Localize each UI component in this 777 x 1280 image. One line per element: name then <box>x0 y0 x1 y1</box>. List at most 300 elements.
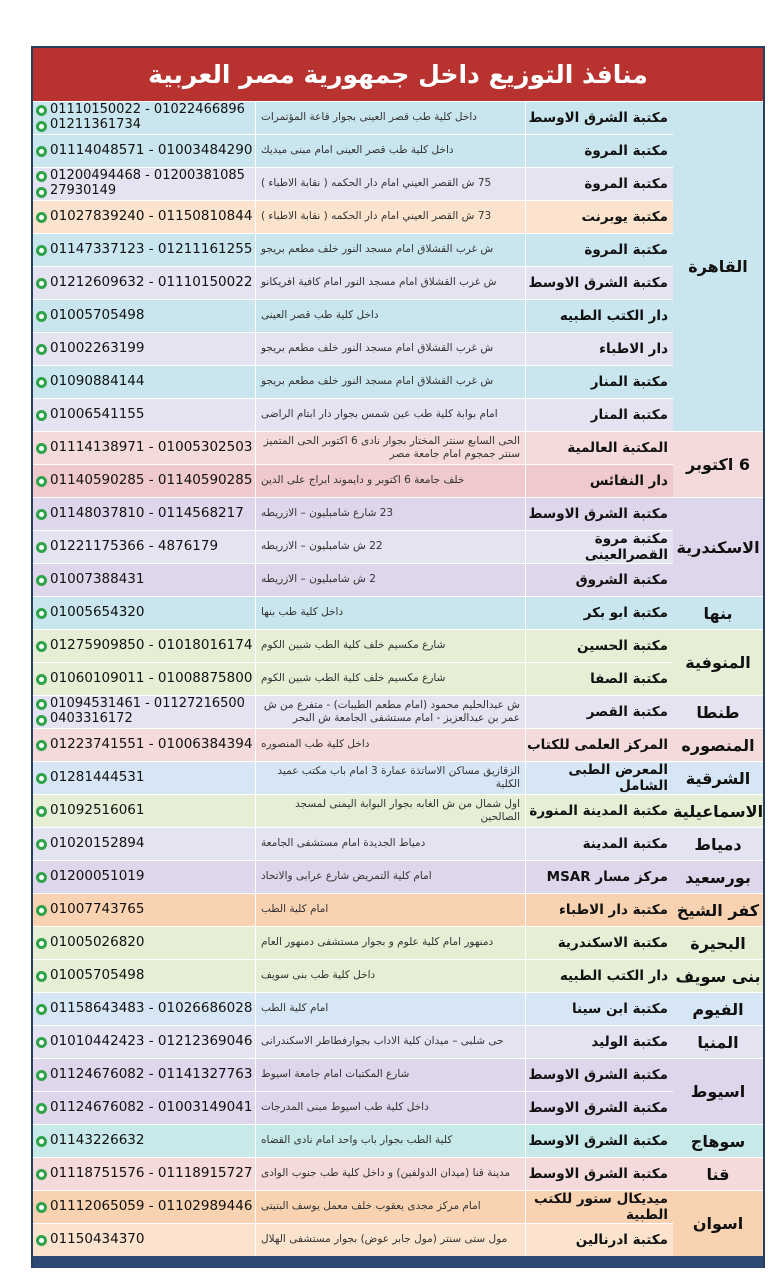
phone-cell <box>33 168 255 200</box>
phone-number[interactable]: 01200494468 - 01200381085 <box>50 168 245 184</box>
table-row <box>33 1124 763 1157</box>
whatsapp-icon <box>36 1136 47 1147</box>
whatsapp-icons <box>36 1070 47 1081</box>
library-name: مكتبة الشرق الاوسط <box>528 110 668 126</box>
library-name: مكتبة الشرق الاوسط <box>528 1067 668 1083</box>
whatsapp-icons <box>36 575 47 586</box>
phone-number[interactable]: 01092516061 <box>50 802 145 819</box>
address-cell <box>255 498 525 530</box>
library-name: المركز العلمى للكتاب <box>527 737 668 753</box>
library-cell <box>525 1158 675 1190</box>
table-row <box>33 629 763 662</box>
city-name: الاسكندرية <box>676 537 760 557</box>
phone-number[interactable]: 01005654320 <box>50 604 145 621</box>
library-name: مركز مسار MSAR <box>546 869 668 885</box>
phone-numbers <box>50 935 144 951</box>
whatsapp-icon <box>36 641 47 652</box>
address-text: الزقازيق مساكن الاساتذة عمارة 3 امام باب مكتب عميد الكلية <box>277 764 520 790</box>
library-name: مكتبة المروة <box>584 176 668 192</box>
distribution-sheet <box>31 46 765 1268</box>
address-text: خلف جامعة 6 اكتوبر و دايموند ابراج على الدين <box>261 474 465 487</box>
address-cell <box>255 597 525 629</box>
city-cell <box>673 695 763 728</box>
table-row <box>33 662 763 695</box>
library-name: مكتبة المروة <box>584 143 668 159</box>
table-row <box>33 1190 763 1223</box>
whatsapp-icons <box>36 699 47 726</box>
address-text: امام مركز مجدى يعقوب خلف معمل يوسف البتيتى <box>261 1200 481 1213</box>
city-cell <box>673 992 763 1025</box>
address-cell <box>255 366 525 398</box>
whatsapp-icons <box>36 245 47 256</box>
phone-number[interactable]: 01221175366 - 4876179 <box>50 538 219 555</box>
phone-number[interactable]: 01212609632 - 01110150022 <box>50 274 253 291</box>
phone-numbers <box>50 770 144 786</box>
phone-number[interactable]: 01200051019 <box>50 868 145 885</box>
whatsapp-icons <box>36 410 47 421</box>
phone-number[interactable]: 01148037810 - 0114568217 <box>50 505 244 522</box>
phone-number[interactable]: 01124676082 - 01003149041 <box>50 1099 253 1116</box>
whatsapp-icons <box>36 773 47 784</box>
whatsapp-icons <box>36 839 47 850</box>
library-cell <box>525 729 675 761</box>
whatsapp-icon <box>36 1169 47 1180</box>
address-text: داخل كلية طب بنى سويف <box>261 969 376 982</box>
phone-cell <box>33 333 255 365</box>
bottom-bar <box>31 1256 765 1268</box>
address-text: ش غرب القشلاق امام مسجد النور خلف مطعم بريجو <box>261 243 494 256</box>
whatsapp-icon <box>36 212 47 223</box>
city-cell <box>673 629 763 695</box>
city-cell <box>673 959 763 992</box>
city-cell <box>673 1157 763 1190</box>
table-row <box>33 365 763 398</box>
city-name: المنيا <box>697 1032 739 1052</box>
address-text: 23 شارع شامبليون – الازريطه <box>261 507 394 520</box>
address-text: امام كلية الطب <box>261 1002 329 1015</box>
table-row <box>33 1058 763 1091</box>
phone-numbers <box>50 308 144 324</box>
table-row <box>33 959 763 992</box>
address-text: 22 ش شامبليون – الازريطه <box>261 540 383 553</box>
table-row <box>33 926 763 959</box>
whatsapp-icons <box>36 971 47 982</box>
city-name: بنى سويف <box>675 966 761 986</box>
phone-numbers <box>50 1067 252 1083</box>
phone-numbers <box>50 539 218 555</box>
library-name: مكتبة الشرق الاوسط <box>528 275 668 291</box>
address-text: 73 ش القصر العيني امام دار الحكمه ( نقابة الاطباء ) <box>261 210 492 223</box>
phone-cell <box>33 960 255 992</box>
phone-cell <box>33 201 255 233</box>
whatsapp-icons <box>36 105 47 132</box>
phone-number[interactable]: 01007743765 <box>50 901 145 918</box>
address-cell <box>255 861 525 893</box>
address-cell <box>255 762 525 794</box>
phone-numbers <box>50 374 144 390</box>
city-cell <box>673 1190 763 1256</box>
phone-cell <box>33 663 255 695</box>
library-cell <box>525 234 675 266</box>
library-name: مكتبة الوليد <box>591 1034 668 1050</box>
whatsapp-icon <box>36 105 47 116</box>
table-row <box>33 596 763 629</box>
address-text: اول شمال من ش الغابه بجوار البوابة اليمنى لمسجد الصالحين <box>295 797 520 823</box>
address-text: داخل كلية طب قصر العينى بجوار قاعة المؤتمرات <box>261 111 477 124</box>
library-name: مكتبة الشرق الاوسط <box>528 1166 668 1182</box>
address-cell <box>255 927 525 959</box>
whatsapp-icon <box>36 1037 47 1048</box>
phone-number[interactable]: 01223741551 - 01006384394 <box>50 736 253 753</box>
library-name: المعرض الطبى الشامل <box>568 762 668 794</box>
whatsapp-icon <box>36 171 47 182</box>
library-cell <box>525 828 675 860</box>
library-name: مكتبة ابن سينا <box>571 1001 668 1017</box>
address-text: الحى السابع سنتر المختار بجوار نادى 6 اكتوبر الحى المتميز سنتر جمجوم امام جامعة مصر <box>263 434 520 460</box>
library-cell <box>525 1224 675 1256</box>
address-cell <box>255 894 525 926</box>
phone-numbers <box>50 1232 144 1248</box>
phone-number[interactable]: 01094531461 - 01127216500 <box>50 696 245 712</box>
library-name: مكتبة دار الاطباء <box>558 902 668 918</box>
library-cell <box>525 564 675 596</box>
library-cell <box>525 894 675 926</box>
address-cell <box>255 1059 525 1091</box>
city-cell <box>673 1058 763 1124</box>
whatsapp-icons <box>36 146 47 157</box>
address-cell <box>255 993 525 1025</box>
table-row <box>33 266 763 299</box>
address-cell <box>255 1092 525 1124</box>
phone-number[interactable]: 01110150022 - 01022466896 <box>50 102 245 118</box>
address-cell <box>255 1125 525 1157</box>
phone-number[interactable]: 0403316172 <box>50 711 133 726</box>
library-name: مكتبة ادرنالين <box>575 1232 668 1248</box>
phone-numbers <box>50 209 252 225</box>
phone-number[interactable]: 01112065059 - 01102989446 <box>50 1198 253 1215</box>
city-name: اسوان <box>692 1214 744 1233</box>
address-cell <box>255 102 525 134</box>
table-row <box>33 728 763 761</box>
city-name: المنوفية <box>685 653 751 672</box>
phone-number[interactable]: 01211361734 <box>50 117 141 132</box>
phone-number[interactable]: 01020152894 <box>50 835 145 852</box>
whatsapp-icon <box>36 344 47 355</box>
whatsapp-icons <box>36 641 47 652</box>
phone-number[interactable]: 01060109011 - 01008875800 <box>50 670 253 687</box>
whatsapp-icons <box>36 1169 47 1180</box>
table-row <box>33 200 763 233</box>
whatsapp-icons <box>36 542 47 553</box>
library-cell <box>525 927 675 959</box>
whatsapp-icon <box>36 245 47 256</box>
whatsapp-icon <box>36 476 47 487</box>
phone-numbers <box>50 605 144 621</box>
table-row <box>33 299 763 332</box>
address-cell <box>255 630 525 662</box>
city-cell <box>673 926 763 959</box>
library-cell <box>525 993 675 1025</box>
library-cell <box>525 1026 675 1058</box>
library-cell <box>525 795 675 827</box>
city-name: قنا <box>706 1164 730 1184</box>
phone-cell <box>33 1059 255 1091</box>
whatsapp-icon <box>36 905 47 916</box>
whatsapp-icons <box>36 171 47 198</box>
table-row <box>33 530 763 563</box>
whatsapp-icons <box>36 344 47 355</box>
city-cell <box>673 596 763 629</box>
city-name: بنها <box>703 603 733 623</box>
whatsapp-icons <box>36 806 47 817</box>
table-row <box>33 1223 763 1256</box>
whatsapp-icons <box>36 1103 47 1114</box>
whatsapp-icon <box>36 1202 47 1213</box>
library-name: مكتبة الصفا <box>590 671 668 687</box>
address-cell <box>255 1191 525 1223</box>
whatsapp-icon <box>36 1004 47 1015</box>
address-cell <box>255 663 525 695</box>
phone-cell <box>33 1158 255 1190</box>
phone-cell <box>33 399 255 431</box>
whatsapp-icons <box>36 905 47 916</box>
address-cell <box>255 795 525 827</box>
library-cell <box>525 432 675 464</box>
table-row <box>33 167 763 200</box>
phone-numbers <box>50 103 245 133</box>
library-cell <box>525 168 675 200</box>
phone-number[interactable]: 01140590285 - 01140590285 <box>50 472 253 489</box>
table-row <box>33 497 763 530</box>
title-bar <box>31 46 765 101</box>
phone-numbers <box>50 638 252 654</box>
table-row <box>33 695 763 728</box>
phone-cell <box>33 267 255 299</box>
city-name: الفيوم <box>692 999 744 1019</box>
table-row <box>33 134 763 167</box>
city-cell <box>673 497 763 596</box>
address-text: كلية الطب بجوار باب واحد امام نادى القضاه <box>261 1134 453 1147</box>
phone-cell <box>33 993 255 1025</box>
address-cell <box>255 168 525 200</box>
table-row <box>33 1157 763 1190</box>
city-cell <box>673 794 763 827</box>
phone-cell <box>33 366 255 398</box>
phone-cell <box>33 630 255 662</box>
phone-numbers <box>50 341 144 357</box>
phone-number[interactable]: 01158643483 - 01026686028 <box>50 1000 253 1017</box>
whatsapp-icon <box>36 1235 47 1246</box>
phone-number[interactable]: 01124676082 - 01141327763 <box>50 1066 253 1083</box>
phone-number[interactable]: 01114048571 - 01003484290 <box>50 142 253 159</box>
phone-number[interactable]: 01027839240 - 01150810844 <box>50 208 253 225</box>
phone-numbers <box>50 737 252 753</box>
phone-number[interactable]: 01006541155 <box>50 406 145 423</box>
library-cell <box>525 300 675 332</box>
whatsapp-icon <box>36 1103 47 1114</box>
whatsapp-icon <box>36 509 47 520</box>
whatsapp-icons <box>36 1004 47 1015</box>
whatsapp-icons <box>36 608 47 619</box>
city-cell <box>673 431 763 497</box>
whatsapp-icon <box>36 542 47 553</box>
phone-numbers <box>50 1199 252 1215</box>
phone-number[interactable]: 01275909850 - 01018016174 <box>50 637 253 654</box>
address-text: ش غرب القشلاق امام مسجد النور امام كافية افريكانو <box>261 276 497 289</box>
address-text: 75 ش القصر العيني امام دار الحكمه ( نقابة الاطباء ) <box>261 177 492 190</box>
phone-number[interactable]: 01005705498 <box>50 967 145 984</box>
phone-number[interactable]: 01114138971 - 01005302503 <box>50 439 253 456</box>
library-cell <box>525 696 675 728</box>
phone-numbers <box>50 440 252 456</box>
whatsapp-icons <box>36 212 47 223</box>
whatsapp-icon <box>36 971 47 982</box>
phone-number[interactable]: 01005705498 <box>50 307 145 324</box>
phone-number[interactable]: 01002263199 <box>50 340 145 357</box>
address-cell <box>255 333 525 365</box>
library-cell <box>525 267 675 299</box>
whatsapp-icons <box>36 674 47 685</box>
whatsapp-icons <box>36 740 47 751</box>
library-name: مكتبة المروة <box>584 242 668 258</box>
library-name: مكتبة المنار <box>590 407 668 423</box>
phone-numbers <box>50 1166 252 1182</box>
phone-numbers <box>50 473 252 489</box>
library-cell <box>525 366 675 398</box>
whatsapp-icons <box>36 1235 47 1246</box>
library-name: مكتبة يوبرنت <box>581 209 668 225</box>
address-cell <box>255 399 525 431</box>
address-text: ش عبدالحليم محمود (امام مطعم الطيبات) - متفرع من ش عمر بن عبدالعزيز - امام مستشفى الجامعة ش البحر <box>263 698 520 724</box>
phone-cell <box>33 729 255 761</box>
phone-numbers <box>50 572 144 588</box>
address-cell <box>255 201 525 233</box>
library-name: مكتبة المنار <box>590 374 668 390</box>
address-text: شارع مكسيم خلف كلية الطب شبين الكوم <box>261 639 446 652</box>
address-cell <box>255 828 525 860</box>
phone-number[interactable]: 01143226632 <box>50 1132 145 1149</box>
phone-number[interactable]: 01005026820 <box>50 934 145 951</box>
phone-numbers <box>50 836 144 852</box>
phone-numbers <box>50 1001 252 1017</box>
phone-cell <box>33 102 255 134</box>
library-name: مكتبة المدينة المنورة <box>529 803 668 819</box>
whatsapp-icon <box>36 715 47 726</box>
whatsapp-icon <box>36 575 47 586</box>
phone-numbers <box>50 671 252 687</box>
phone-numbers <box>50 968 144 984</box>
whatsapp-icon <box>36 187 47 198</box>
city-name: دمياط <box>694 834 742 854</box>
address-text: مدينة قنا (ميدان الدولفين) و داخل كلية طب جنوب الوادى <box>261 1167 511 1180</box>
address-cell <box>255 1026 525 1058</box>
whatsapp-icons <box>36 278 47 289</box>
library-cell <box>525 399 675 431</box>
table-row <box>33 431 763 464</box>
phone-cell <box>33 1092 255 1124</box>
library-cell <box>525 762 675 794</box>
library-cell <box>525 498 675 530</box>
phone-numbers <box>50 803 144 819</box>
library-cell <box>525 861 675 893</box>
address-text: داخل كلية طب قصر العينى امام مبنى ميديك <box>261 144 454 157</box>
city-cell <box>673 1124 763 1157</box>
table-row <box>33 1025 763 1058</box>
phone-number[interactable]: 01281444531 <box>50 769 145 786</box>
address-text: داخل كلية طب قصر العينى <box>261 309 379 322</box>
address-text: دمنهور امام كلية علوم و بجوار مستشفى دمنهور العام <box>261 936 494 949</box>
table-row <box>33 464 763 497</box>
phone-numbers <box>50 869 144 885</box>
whatsapp-icon <box>36 806 47 817</box>
whatsapp-icon <box>36 278 47 289</box>
address-text: شارع مكسيم خلف كلية الطب شبين الكوم <box>261 672 446 685</box>
library-name: ميديكال ستور للكتب الطبية <box>533 1191 668 1223</box>
address-cell <box>255 234 525 266</box>
city-cell <box>673 860 763 893</box>
whatsapp-icon <box>36 674 47 685</box>
city-cell <box>673 101 763 431</box>
city-cell <box>673 1025 763 1058</box>
phone-number[interactable]: 01090884144 <box>50 373 145 390</box>
whatsapp-icons <box>36 377 47 388</box>
library-name: مكتبة المدينة <box>582 836 668 852</box>
address-text: دمياط الجديدة امام مستشفى الجامعة <box>261 837 426 850</box>
whatsapp-icon <box>36 146 47 157</box>
phone-number[interactable]: 27930149 <box>50 183 117 198</box>
library-name: دار الاطباء <box>599 341 668 357</box>
phone-cell <box>33 135 255 167</box>
phone-numbers <box>50 697 245 727</box>
address-cell <box>255 960 525 992</box>
phone-cell <box>33 795 255 827</box>
address-text: 2 ش شامبليون – الازريطه <box>261 573 376 586</box>
phone-cell <box>33 894 255 926</box>
address-text: مول ستى سنتر (مول جابر عوض) بجوار مستشفى الهلال <box>261 1233 508 1246</box>
whatsapp-icon <box>36 699 47 710</box>
whatsapp-icons <box>36 509 47 520</box>
table-row <box>33 1091 763 1124</box>
phone-numbers <box>50 1034 252 1050</box>
city-name: القاهرة <box>688 257 748 276</box>
address-cell <box>255 1224 525 1256</box>
table-row <box>33 563 763 596</box>
whatsapp-icon <box>36 410 47 421</box>
phone-cell <box>33 498 255 530</box>
phone-number[interactable]: 01007388431 <box>50 571 145 588</box>
city-cell <box>673 827 763 860</box>
address-cell <box>255 465 525 497</box>
library-name: دار الكتب الطبيه <box>559 968 668 984</box>
whatsapp-icon <box>36 443 47 454</box>
whatsapp-icons <box>36 476 47 487</box>
city-cell <box>673 728 763 761</box>
address-cell <box>255 564 525 596</box>
phone-cell <box>33 597 255 629</box>
phone-number[interactable]: 01118751576 - 01118915727 <box>50 1165 253 1182</box>
phone-cell <box>33 564 255 596</box>
phone-number[interactable]: 01010442423 - 01212369046 <box>50 1033 253 1050</box>
phone-cell <box>33 300 255 332</box>
address-text: ش غرب القشلاق امام مسجد النور خلف مطعم بريجو <box>261 342 494 355</box>
city-cell <box>673 761 763 794</box>
whatsapp-icon <box>36 377 47 388</box>
phone-number[interactable]: 01150434370 <box>50 1231 145 1248</box>
phone-cell <box>33 828 255 860</box>
phone-number[interactable]: 01147337123 - 01211161255 <box>50 241 253 258</box>
whatsapp-icons <box>36 443 47 454</box>
phone-numbers <box>50 506 244 522</box>
